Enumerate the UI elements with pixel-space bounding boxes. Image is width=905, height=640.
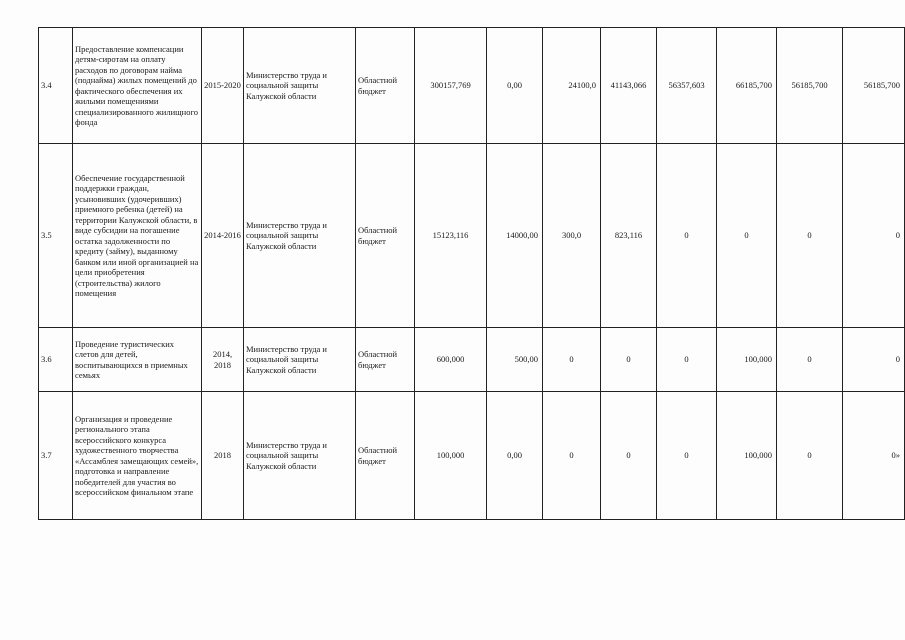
activity-executor: Министерство труда и социальной защиты Калужской области	[244, 28, 356, 144]
activity-years: 2015-2020	[202, 28, 244, 144]
activity-description: Организация и проведение регионального этапа всероссийского конкурса художественного творчества «Ассамблея замещающих семей», подготовка и направление победителей для участия во всероссийском финальном этапе	[73, 392, 202, 520]
row-number: 3.4	[39, 28, 73, 144]
value-2020: 0	[843, 328, 905, 392]
table-row	[39, 144, 905, 328]
funding-source: Областной бюджет	[356, 144, 415, 328]
value-2017: 56357,603	[657, 28, 717, 144]
value-2014: 0,00	[487, 28, 543, 144]
value-2018: 0	[717, 144, 777, 328]
table-row	[39, 28, 905, 144]
row-number: 3.6	[39, 328, 73, 392]
value-2015: 300,0	[543, 144, 601, 328]
value-total: 100,000	[415, 392, 487, 520]
value-2019: 56185,700	[777, 28, 843, 144]
value-2020: 56185,700	[843, 28, 905, 144]
value-total: 600,000	[415, 328, 487, 392]
value-2014: 0,00	[487, 392, 543, 520]
value-2016: 823,116	[601, 144, 657, 328]
value-2014: 500,00	[487, 328, 543, 392]
value-2020: 0»	[843, 392, 905, 520]
value-2017: 0	[657, 328, 717, 392]
activity-executor: Министерство труда и социальной защиты Калужской области	[244, 144, 356, 328]
value-2016: 41143,066	[601, 28, 657, 144]
activity-executor: Министерство труда и социальной защиты Калужской области	[244, 392, 356, 520]
value-2019: 0	[777, 328, 843, 392]
value-2015: 0	[543, 328, 601, 392]
value-2015: 0	[543, 392, 601, 520]
value-2014: 14000,00	[487, 144, 543, 328]
activity-description: Обеспечение государственной поддержки граждан, усыновивших (удочеривших) приемного ребенка (детей) на территории Калужской области, в виде субсидии на погашение остатка задолженности по кредиту (займу), выданному банком или иной организацией на цели приобретения (строительства) жилого помещения	[73, 144, 202, 328]
value-2016: 0	[601, 328, 657, 392]
activity-years: 2014, 2018	[202, 328, 244, 392]
value-2017: 0	[657, 392, 717, 520]
value-2017: 0	[657, 144, 717, 328]
value-2018: 100,000	[717, 328, 777, 392]
activity-description: Проведение туристических слетов для детей, воспитывающихся в приемных семьях	[73, 328, 202, 392]
value-2015: 24100,0	[543, 28, 601, 144]
value-2016: 0	[601, 392, 657, 520]
program-activities-table	[38, 27, 905, 520]
table-row	[39, 328, 905, 392]
activity-executor: Министерство труда и социальной защиты Калужской области	[244, 328, 356, 392]
row-number: 3.5	[39, 144, 73, 328]
funding-source: Областной бюджет	[356, 328, 415, 392]
funding-source: Областной бюджет	[356, 392, 415, 520]
funding-source: Областной бюджет	[356, 28, 415, 144]
value-total: 300157,769	[415, 28, 487, 144]
activity-years: 2018	[202, 392, 244, 520]
activity-description: Предоставление компенсации детям-сиротам на оплату расходов по договорам найма (поднайма) жилых помещений до фактического обеспечения их жилыми помещениями специализированного жилищного фонда	[73, 28, 202, 144]
value-2018: 66185,700	[717, 28, 777, 144]
row-number: 3.7	[39, 392, 73, 520]
table-row	[39, 392, 905, 520]
value-2020: 0	[843, 144, 905, 328]
value-2019: 0	[777, 392, 843, 520]
value-2018: 100,000	[717, 392, 777, 520]
activity-years: 2014-2016	[202, 144, 244, 328]
value-2019: 0	[777, 144, 843, 328]
value-total: 15123,116	[415, 144, 487, 328]
